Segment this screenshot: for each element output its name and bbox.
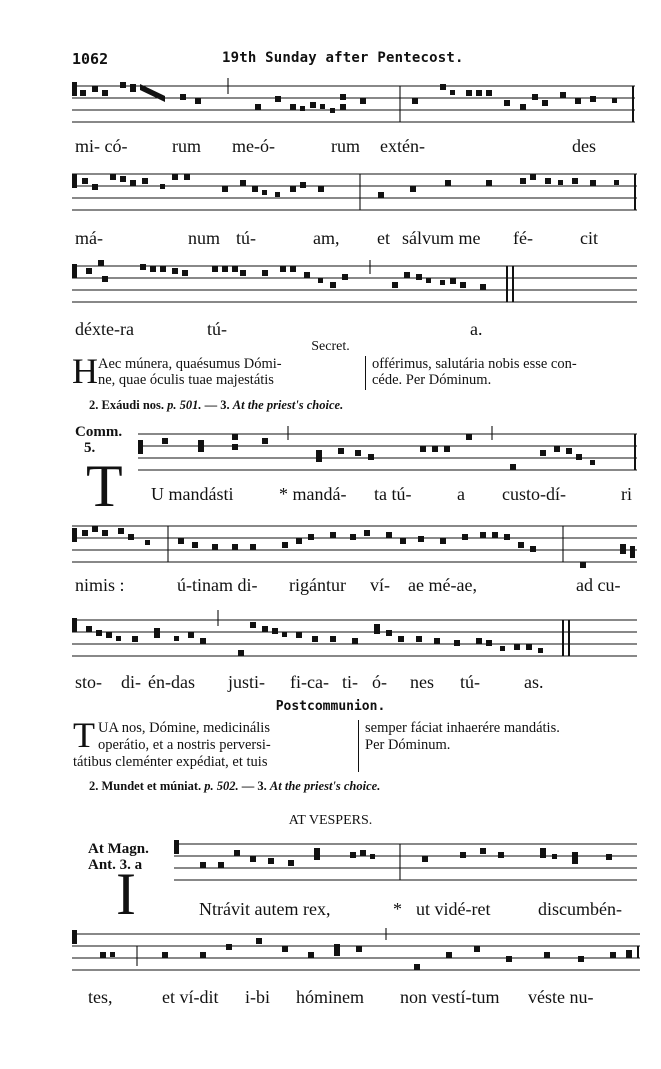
- chant-staff-2: [0, 164, 661, 222]
- page-header: [0, 50, 661, 74]
- lyric-syllable: custo-dí-: [502, 484, 566, 504]
- lyric-syllable: Ntrávit autem rex,: [199, 899, 331, 919]
- lyric-syllable: nes: [410, 672, 434, 692]
- rubric-dash: — 3.: [241, 779, 267, 793]
- lyric-syllable: má-: [75, 228, 103, 248]
- rubric-choice: At the priest's choice.: [232, 398, 344, 412]
- secret-text-line: offérimus, salutária nobis esse con-: [372, 356, 577, 372]
- comm-label: Comm.: [75, 424, 123, 440]
- lyric-syllable: ae mé-ae,: [408, 575, 477, 595]
- lyric-syllable: a: [457, 484, 465, 504]
- lyric-syllable: én-das: [148, 672, 195, 692]
- page-title: 19th Sunday after Pentecost.: [222, 50, 464, 66]
- lyric-syllable: et: [377, 228, 390, 248]
- postcommunion-text-line: Per Dóminum.: [365, 737, 451, 753]
- lyric-syllable: rigántur: [289, 575, 346, 595]
- rubric-prefix: 2. Mundet et múniat.: [89, 779, 202, 793]
- lyric-syllable: num: [188, 228, 221, 248]
- lyric-syllable: *: [393, 899, 402, 919]
- communion-initial: T: [86, 453, 123, 519]
- chant-staff-8: [0, 926, 661, 982]
- page-number: 1062: [72, 50, 109, 68]
- lyric-syllable: * mandá-: [279, 484, 347, 504]
- lyric-syllable: ti-: [342, 672, 358, 692]
- postcommunion-heading: Postcommunion.: [275, 699, 386, 714]
- antiphon-label: Ant. 3. a: [88, 857, 143, 873]
- secret-heading: Secret.: [311, 339, 350, 354]
- lyric-syllable: ú-tinam di-: [177, 575, 258, 595]
- postcommunion-text-line: tátibus cleménter expédiat, et tuis: [73, 754, 268, 770]
- chant-staff-3: [0, 256, 661, 314]
- lyric-syllable: tú-: [207, 319, 227, 339]
- lyric-syllable: fi-ca-: [290, 672, 329, 692]
- lyric-syllable: rum: [172, 136, 201, 156]
- lyric-syllable: mi- có-: [75, 136, 128, 156]
- lyric-syllable: et ví-dit: [162, 987, 219, 1007]
- lyric-syllable: déxte-ra: [75, 319, 134, 339]
- lyric-syllable: sto-: [75, 672, 102, 692]
- lyric-syllable: fé-: [513, 228, 533, 248]
- postcommunion-text-line: operátio, et a nostris perversi-: [98, 737, 271, 753]
- rubric-choice: At the priest's choice.: [269, 779, 381, 793]
- lyric-syllable: rum: [331, 136, 360, 156]
- vespers-heading: AT VESPERS.: [288, 813, 373, 828]
- lyric-syllable: discumbén-: [538, 899, 622, 919]
- secret-initial: H: [72, 351, 98, 391]
- chant-staff-7: [0, 838, 661, 890]
- lyric-syllable: non vestí-tum: [400, 987, 500, 1007]
- rubric-page: p. 502.: [204, 779, 239, 793]
- lyric-syllable: véste nu-: [528, 987, 594, 1007]
- postcommunion-rubric: [89, 779, 380, 794]
- lyric-syllable: a.: [470, 319, 483, 339]
- lyric-syllable: di-: [121, 672, 141, 692]
- lyric-syllable: ad cu-: [576, 575, 621, 595]
- lyric-syllable: U mandásti: [151, 484, 234, 504]
- secret-text-line: Aec múnera, quaésumus Dómi-: [98, 356, 282, 372]
- secret-text-line: ne, quae óculis tuae majestátis: [98, 372, 274, 388]
- lyric-syllable: cit: [580, 228, 598, 248]
- lyric-syllable: ví-: [370, 575, 390, 595]
- chant-staff-5: [0, 516, 661, 574]
- lyric-syllable: hóminem: [296, 987, 364, 1007]
- rubric-page: p. 501.: [167, 398, 202, 412]
- lyric-syllable: as.: [524, 672, 544, 692]
- secret-rubric: [89, 398, 343, 413]
- comm-mode: 5.: [84, 440, 96, 456]
- magnificat-label: At Magn.: [88, 841, 149, 857]
- lyric-syllable: ta tú-: [374, 484, 412, 504]
- lyric-syllable: extén-: [380, 136, 425, 156]
- lyric-syllable: des: [572, 136, 596, 156]
- chant-staff-6: [0, 610, 661, 668]
- vespers-initial: I: [116, 861, 136, 927]
- lyric-syllable: justi-: [228, 672, 266, 692]
- postcommunion-text-line: semper fáciat inhaerére mandátis.: [365, 720, 560, 736]
- lyric-syllable: sálvum me: [402, 228, 481, 248]
- lyric-syllable: me-ó-: [232, 136, 275, 156]
- lyric-syllable: nimis :: [75, 575, 125, 595]
- lyric-syllable: ri: [621, 484, 632, 504]
- postcommunion-initial: T: [73, 715, 95, 755]
- rubric-prefix: 2. Exáudi nos.: [89, 398, 165, 412]
- lyric-syllable: tú-: [460, 672, 480, 692]
- column-divider: [365, 356, 366, 390]
- lyric-syllable: ó-: [372, 672, 387, 692]
- chant-staff-1: [0, 76, 661, 136]
- column-divider: [358, 720, 359, 772]
- lyric-syllable: tú-: [236, 228, 256, 248]
- lyric-syllable: am,: [313, 228, 340, 248]
- lyric-syllable: i-bi: [245, 987, 270, 1007]
- lyric-syllable: ut vidé-ret: [416, 899, 491, 919]
- postcommunion-text-line: UA nos, Dómine, medicinális: [98, 720, 270, 736]
- lyric-syllable: tes,: [88, 987, 113, 1007]
- secret-text-line: céde. Per Dóminum.: [372, 372, 492, 388]
- rubric-dash: — 3.: [204, 398, 230, 412]
